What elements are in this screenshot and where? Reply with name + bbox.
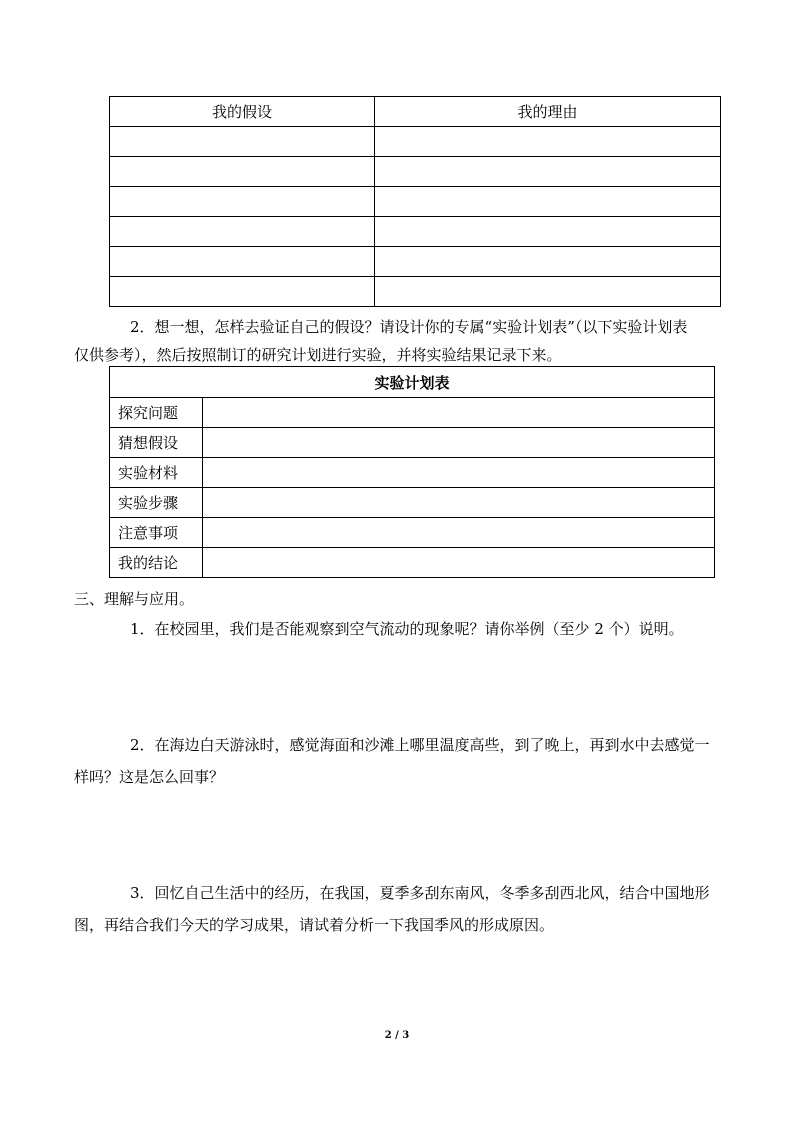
table-row [110, 548, 715, 578]
answer-cell[interactable] [203, 428, 715, 458]
plan-table-title: 实验计划表 [110, 367, 715, 398]
section-3-question-3-line-1: 3．回忆自己生活中的经历，在我国，夏季多刮东南风，冬季多刮西北风，结合中国地形 [130, 884, 710, 902]
row-label: 实验步骤 [110, 488, 203, 518]
hypothesis-table [109, 96, 721, 307]
table-row [110, 488, 715, 518]
table-row [110, 187, 721, 217]
table-row [110, 247, 721, 277]
reason-cell[interactable] [375, 217, 721, 247]
question-2-line-1: 2．想一想，怎样去验证自己的假设？请设计你的专属“实验计划表”（以下实验计划表 [130, 318, 688, 336]
section-3-question-3-line-2: 图，再结合我们今天的学习成果，请试着分析一下我国季风的形成原因。 [74, 916, 555, 934]
page-number: 2 / 3 [384, 1030, 410, 1041]
row-label: 实验材料 [110, 458, 203, 488]
row-label: 注意事项 [110, 518, 203, 548]
hypothesis-cell[interactable] [110, 277, 375, 307]
reason-cell[interactable] [375, 247, 721, 277]
reason-cell[interactable] [375, 277, 721, 307]
row-label: 猜想假设 [110, 428, 203, 458]
reason-cell[interactable] [375, 187, 721, 217]
header-my-hypothesis: 我的假设 [110, 97, 375, 127]
hypothesis-cell[interactable] [110, 187, 375, 217]
header-my-reason: 我的理由 [375, 97, 721, 127]
answer-cell[interactable] [203, 398, 715, 428]
row-label: 探究问题 [110, 398, 203, 428]
answer-cell[interactable] [203, 548, 715, 578]
experiment-plan-table [109, 366, 715, 578]
reason-cell[interactable] [375, 157, 721, 187]
table-row [110, 157, 721, 187]
table-row [110, 217, 721, 247]
question-2-line-2: 仅供参考），然后按照制订的研究计划进行实验，并将实验结果记录下来。 [74, 346, 562, 364]
plan-title-row [110, 367, 715, 398]
table-row [110, 277, 721, 307]
row-label: 我的结论 [110, 548, 203, 578]
hypothesis-cell[interactable] [110, 157, 375, 187]
section-3-question-1: 1．在校园里，我们是否能观察到空气流动的现象呢？请你举例（至少 2 个）说明。 [130, 620, 684, 638]
hypothesis-cell[interactable] [110, 217, 375, 247]
table-row [110, 127, 721, 157]
answer-cell[interactable] [203, 518, 715, 548]
answer-cell[interactable] [203, 458, 715, 488]
section-3-question-2-line-1: 2．在海边白天游泳时，感觉海面和沙滩上哪里温度高些，到了晚上，再到水中去感觉一 [130, 736, 710, 754]
section-3-question-2-line-2: 样吗？这是怎么回事？ [74, 768, 225, 786]
answer-cell[interactable] [203, 488, 715, 518]
table-row [110, 518, 715, 548]
hypothesis-cell[interactable] [110, 127, 375, 157]
table-row [110, 398, 715, 428]
reason-cell[interactable] [375, 127, 721, 157]
table-row [110, 428, 715, 458]
table-row [110, 458, 715, 488]
section-3-heading: 三、理解与应用。 [74, 590, 195, 608]
table-header-row [110, 97, 721, 127]
hypothesis-cell[interactable] [110, 247, 375, 277]
